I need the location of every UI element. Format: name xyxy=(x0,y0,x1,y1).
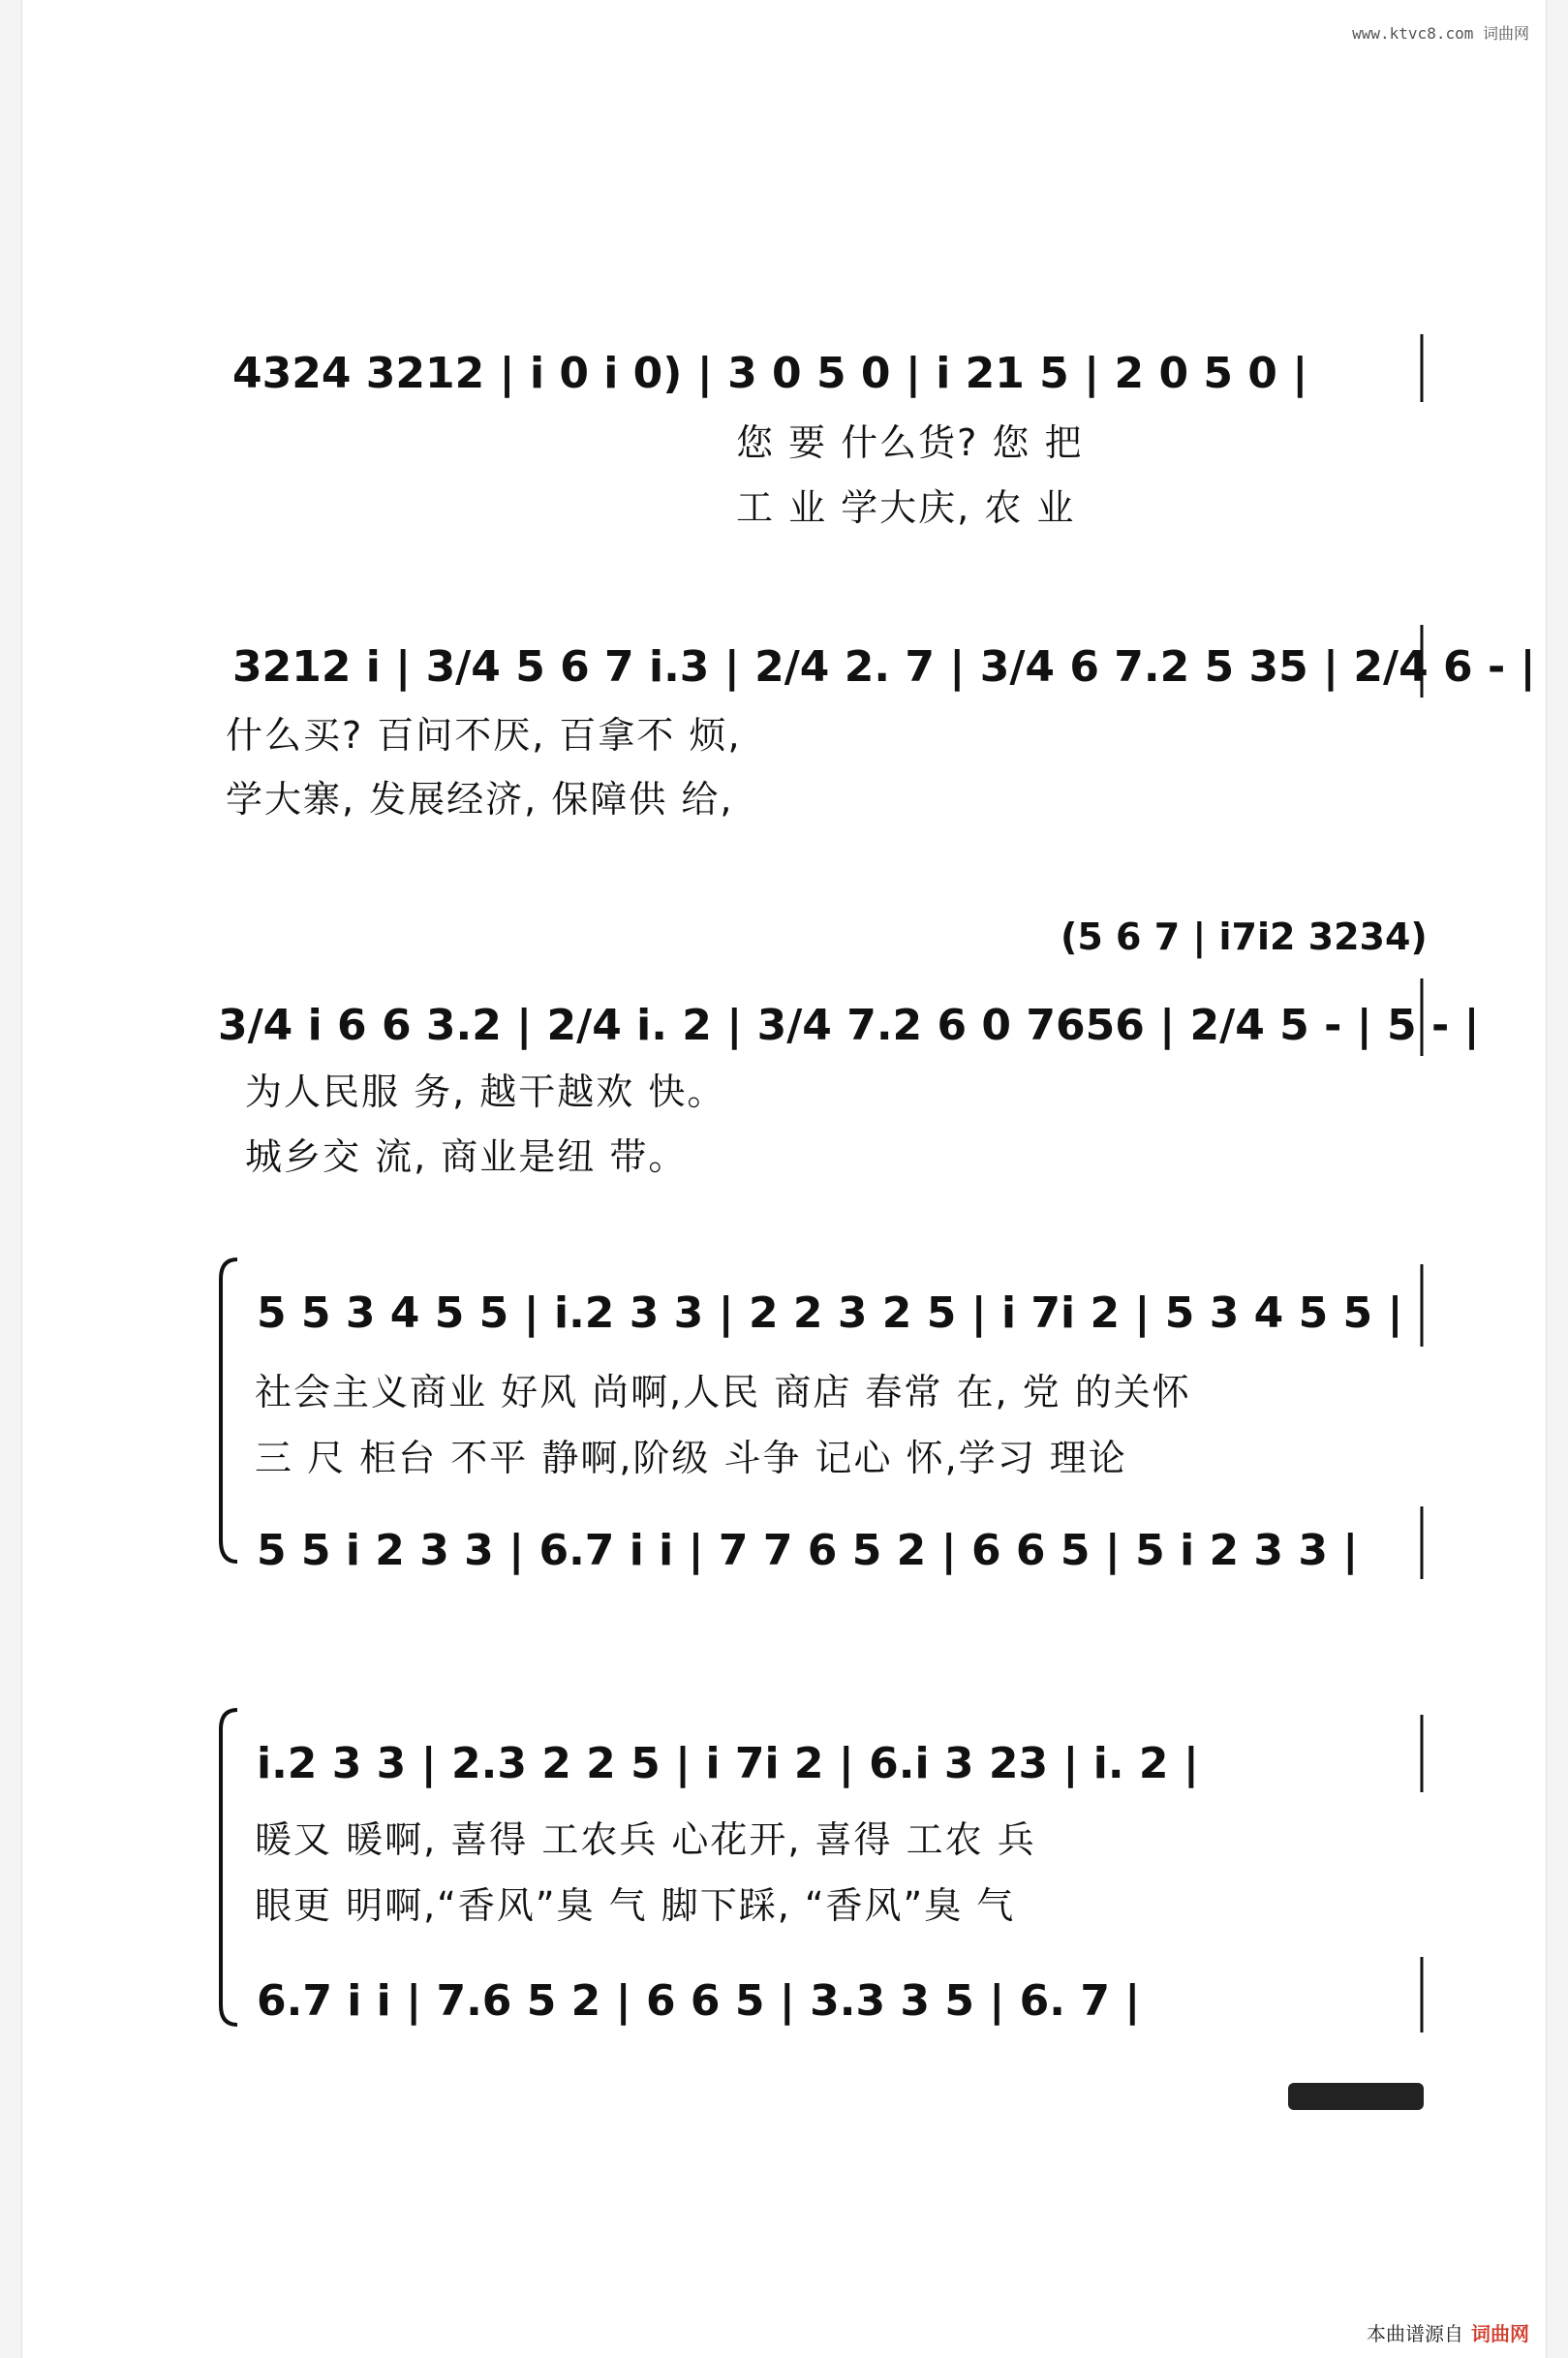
system-5-lyric-2: 眼更 明啊,“香风”臭 气 脚下踩, “香风”臭 气 xyxy=(255,1884,1016,1927)
prelude-notes: (5 6 7 | i7i2 3234) xyxy=(1061,915,1428,958)
system-5-lyric-1: 暖又 暖啊, 喜得 工农兵 心花开, 喜得 工农 兵 xyxy=(255,1818,1036,1861)
system-1-notes: 4324 3212 | i 0 i 0) | 3 0 5 0 | i 21 5 | 2 0 5 0 | xyxy=(232,349,1308,398)
system-4 xyxy=(221,1259,1422,1579)
voice-brace xyxy=(221,1259,237,1562)
system-4-lyric-2: 三 尺 柜台 不平 静啊,阶级 斗争 记心 怀,学习 理论 xyxy=(255,1437,1127,1479)
system-3-notes: 3/4 i 6 6 3.2 | 2/4 i. 2 | 3/4 7.2 6 0 7656 | 2/4 5 - | 5 - | xyxy=(218,1001,1480,1050)
site-watermark: www.ktvc8.com 词曲网 xyxy=(1352,24,1529,43)
system-3-lyric-2: 城乡交 流, 商业是纽 带。 xyxy=(245,1135,688,1178)
system-3-lyric-1: 为人民服 务, 越干越欢 快。 xyxy=(245,1070,726,1113)
page-number-smudge xyxy=(1288,2083,1424,2110)
system-1 xyxy=(232,334,1422,529)
system-4-upper-notes: 5 5 3 4 5 5 | i.2 3 3 | 2 2 3 2 5 | i 7i 2 | 5 3 4 5 5 | xyxy=(257,1288,1403,1338)
system-2-lyric-2: 学大寨, 发展经济, 保障供 给, xyxy=(226,778,734,821)
footer-source xyxy=(1367,2318,1529,2346)
footer-brand-link[interactable]: 词曲网 xyxy=(1471,2322,1529,2345)
system-4-lower-notes: 5 5 i 2 3 3 | 6.7 i i | 7 7 6 5 2 | 6 6 5 | 5 i 2 3 3 | xyxy=(257,1526,1359,1575)
system-1-lyric-2: 工 业 学大庆, 农 业 xyxy=(736,486,1076,529)
system-5 xyxy=(221,1710,1422,2032)
system-2-lyric-1: 什么买? 百问不厌, 百拿不 烦, xyxy=(226,714,742,757)
system-2 xyxy=(226,625,1536,821)
footer-text: 本曲谱源自 xyxy=(1367,2322,1463,2345)
voice-brace xyxy=(221,1710,237,2025)
system-5-lower-notes: 6.7 i i | 7.6 5 2 | 6 6 5 | 3.3 3 5 | 6. 7 | xyxy=(257,1976,1141,2026)
system-4-lyric-1: 社会主义商业 好风 尚啊,人民 商店 春常 在, 党 的关怀 xyxy=(255,1371,1191,1413)
system-3 xyxy=(218,915,1480,1178)
system-5-upper-notes: i.2 3 3 | 2.3 2 2 5 | i 7i 2 | 6.i 3 23 | i. 2 | xyxy=(257,1739,1199,1788)
system-2-notes: 3212 i | 3/4 5 6 7 i.3 | 2/4 2. 7 | 3/4 6 7.2 5 35 | 2/4 6 - | xyxy=(232,642,1536,692)
system-1-lyric-1: 您 要 什么货? 您 把 xyxy=(736,421,1084,464)
